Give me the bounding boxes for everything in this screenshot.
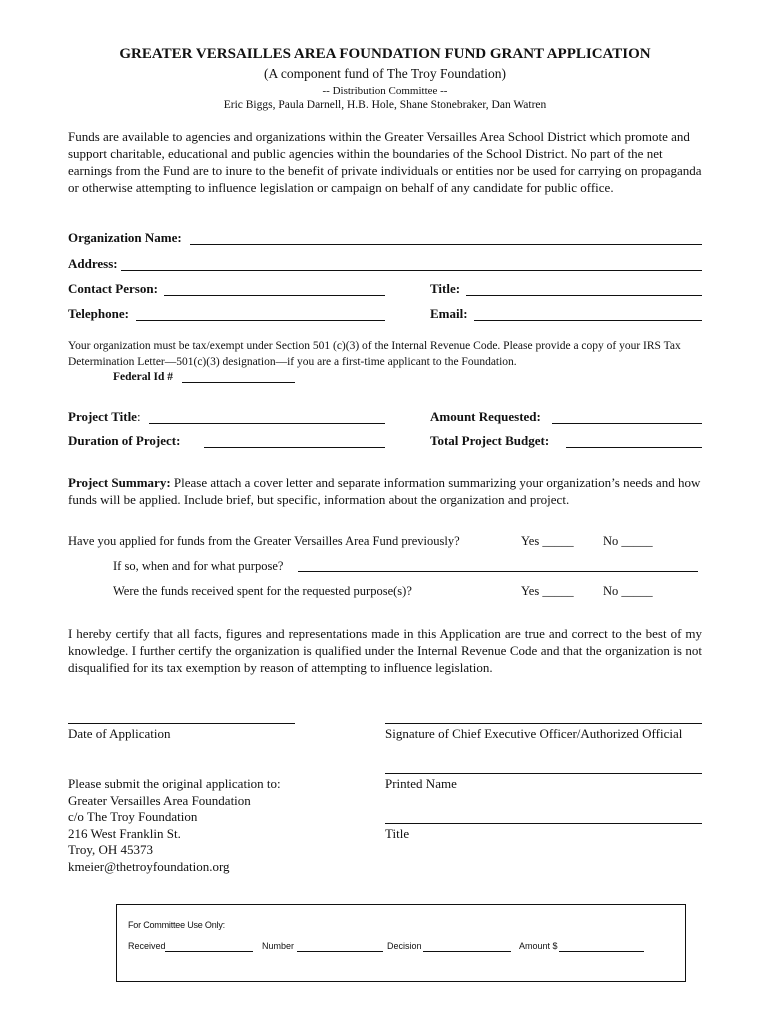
intro-paragraph: Funds are available to agencies and organizations within the Greater Versailles Area School District which promote and support charitable, educational and public agencies within the boundaries of the School District. No part of the net earnings from the Fund are to inure to the benefit of private individuals or entities nor be used for carrying on propaganda or otherwise attempting to influence legislation or campaign on behalf of any candidate for public office.: [68, 129, 702, 195]
submit-line-5: Troy, OH 45373: [68, 842, 153, 857]
committee-use-heading: For Committee Use Only:: [128, 920, 225, 930]
decision-field[interactable]: [423, 942, 511, 952]
email-label: Email:: [430, 306, 468, 321]
org-name-label: Organization Name:: [68, 230, 182, 245]
title-field[interactable]: [466, 283, 702, 296]
address-label: Address:: [68, 256, 118, 271]
form-title: GREATER VERSAILLES AREA FOUNDATION FUND GRANT APPLICATION: [119, 46, 651, 62]
question-purpose: If so, when and for what purpose?: [113, 559, 284, 573]
certification-paragraph: I hereby certify that all facts, figures and representations made in this Application are true and correct to the best of my knowledge. I further certify the organization is qualified under the Internal Revenue Code and that the organization is not disqualified for its tax exemption by reason of attempting to influence legislation.: [68, 626, 702, 675]
telephone-label: Telephone:: [68, 306, 129, 321]
total-budget-field[interactable]: [566, 435, 702, 448]
signature-label: Signature of Chief Executive Officer/Authorized Official: [385, 726, 683, 741]
email-field[interactable]: [474, 308, 702, 321]
purpose-field[interactable]: [298, 559, 698, 572]
submit-line-3: c/o The Troy Foundation: [68, 809, 198, 824]
total-budget-label: Total Project Budget:: [430, 433, 550, 448]
project-title-field[interactable]: [149, 411, 385, 424]
submit-address: [68, 776, 281, 875]
decision-label: Decision: [387, 941, 422, 951]
duration-label: Duration of Project:: [68, 433, 181, 448]
committee-members: Eric Biggs, Paula Darnell, H.B. Hole, Shane Stonebraker, Dan Watren: [223, 99, 547, 111]
submit-email[interactable]: kmeier@thetroyfoundation.org: [68, 858, 230, 874]
amount-requested-label: Amount Requested:: [430, 409, 541, 424]
federal-id-field[interactable]: [182, 370, 295, 383]
project-summary-text: Please attach a cover letter and separate information summarizing your organization’s needs and how funds will be applied. Include brief, but specific, information about the organization and project.: [68, 475, 701, 507]
amount-label: Amount $: [519, 941, 558, 951]
received-field[interactable]: [165, 942, 253, 952]
question-spent: Were the funds received spent for the requested purpose(s)?: [113, 584, 412, 598]
federal-id-label: Federal Id #: [113, 371, 174, 383]
signer-title-line[interactable]: [385, 811, 702, 824]
duration-field[interactable]: [204, 435, 385, 448]
project-title-label: [68, 409, 141, 425]
date-line[interactable]: [68, 711, 295, 724]
prior-funds-no[interactable]: No _____: [603, 534, 653, 548]
amount-requested-field[interactable]: [552, 411, 702, 424]
spent-yes[interactable]: Yes _____: [521, 584, 574, 598]
form-subtitle: (A component fund of The Troy Foundation): [264, 66, 506, 81]
project-summary-label: Project Summary:: [68, 475, 171, 490]
number-label: Number: [262, 941, 295, 951]
amount-field[interactable]: [559, 942, 644, 952]
project-summary: [68, 474, 708, 508]
prior-funds-yes[interactable]: Yes _____: [521, 534, 574, 548]
contact-label: Contact Person:: [68, 281, 158, 296]
title-label: Title:: [430, 281, 461, 296]
contact-field[interactable]: [164, 283, 385, 296]
date-label: Date of Application: [68, 726, 171, 741]
submit-line-2: Greater Versailles Area Foundation: [68, 792, 251, 808]
submit-line-1: Please submit the original application to:: [68, 776, 281, 791]
project-title-text: Project Title: [68, 409, 137, 424]
received-label: Received: [128, 941, 166, 951]
printed-name-line[interactable]: [385, 761, 702, 774]
signature-line[interactable]: [385, 711, 702, 724]
org-name-field[interactable]: [190, 232, 702, 245]
committee-use-box: [116, 904, 686, 982]
question-prior-funds: Have you applied for funds from the Greater Versailles Area Fund previously?: [68, 534, 460, 548]
submit-line-4: 216 West Franklin St.: [68, 825, 181, 841]
address-field[interactable]: [121, 258, 702, 271]
number-field[interactable]: [297, 942, 383, 952]
spent-no[interactable]: No _____: [603, 584, 653, 598]
project-title-colon: :: [136, 409, 141, 424]
telephone-field[interactable]: [136, 308, 385, 321]
committee-heading: -- Distribution Committee --: [322, 85, 448, 97]
signer-title-label: Title: [385, 826, 410, 841]
tax-note: Your organization must be tax/exempt under Section 501 (c)(3) of the Internal Revenue Code. Please provide a copy of your IRS Tax Determination Letter—501(c)(3) designation—if you are a first-time applicant to the Foundation.: [68, 340, 681, 368]
printed-name-label: Printed Name: [385, 776, 457, 791]
